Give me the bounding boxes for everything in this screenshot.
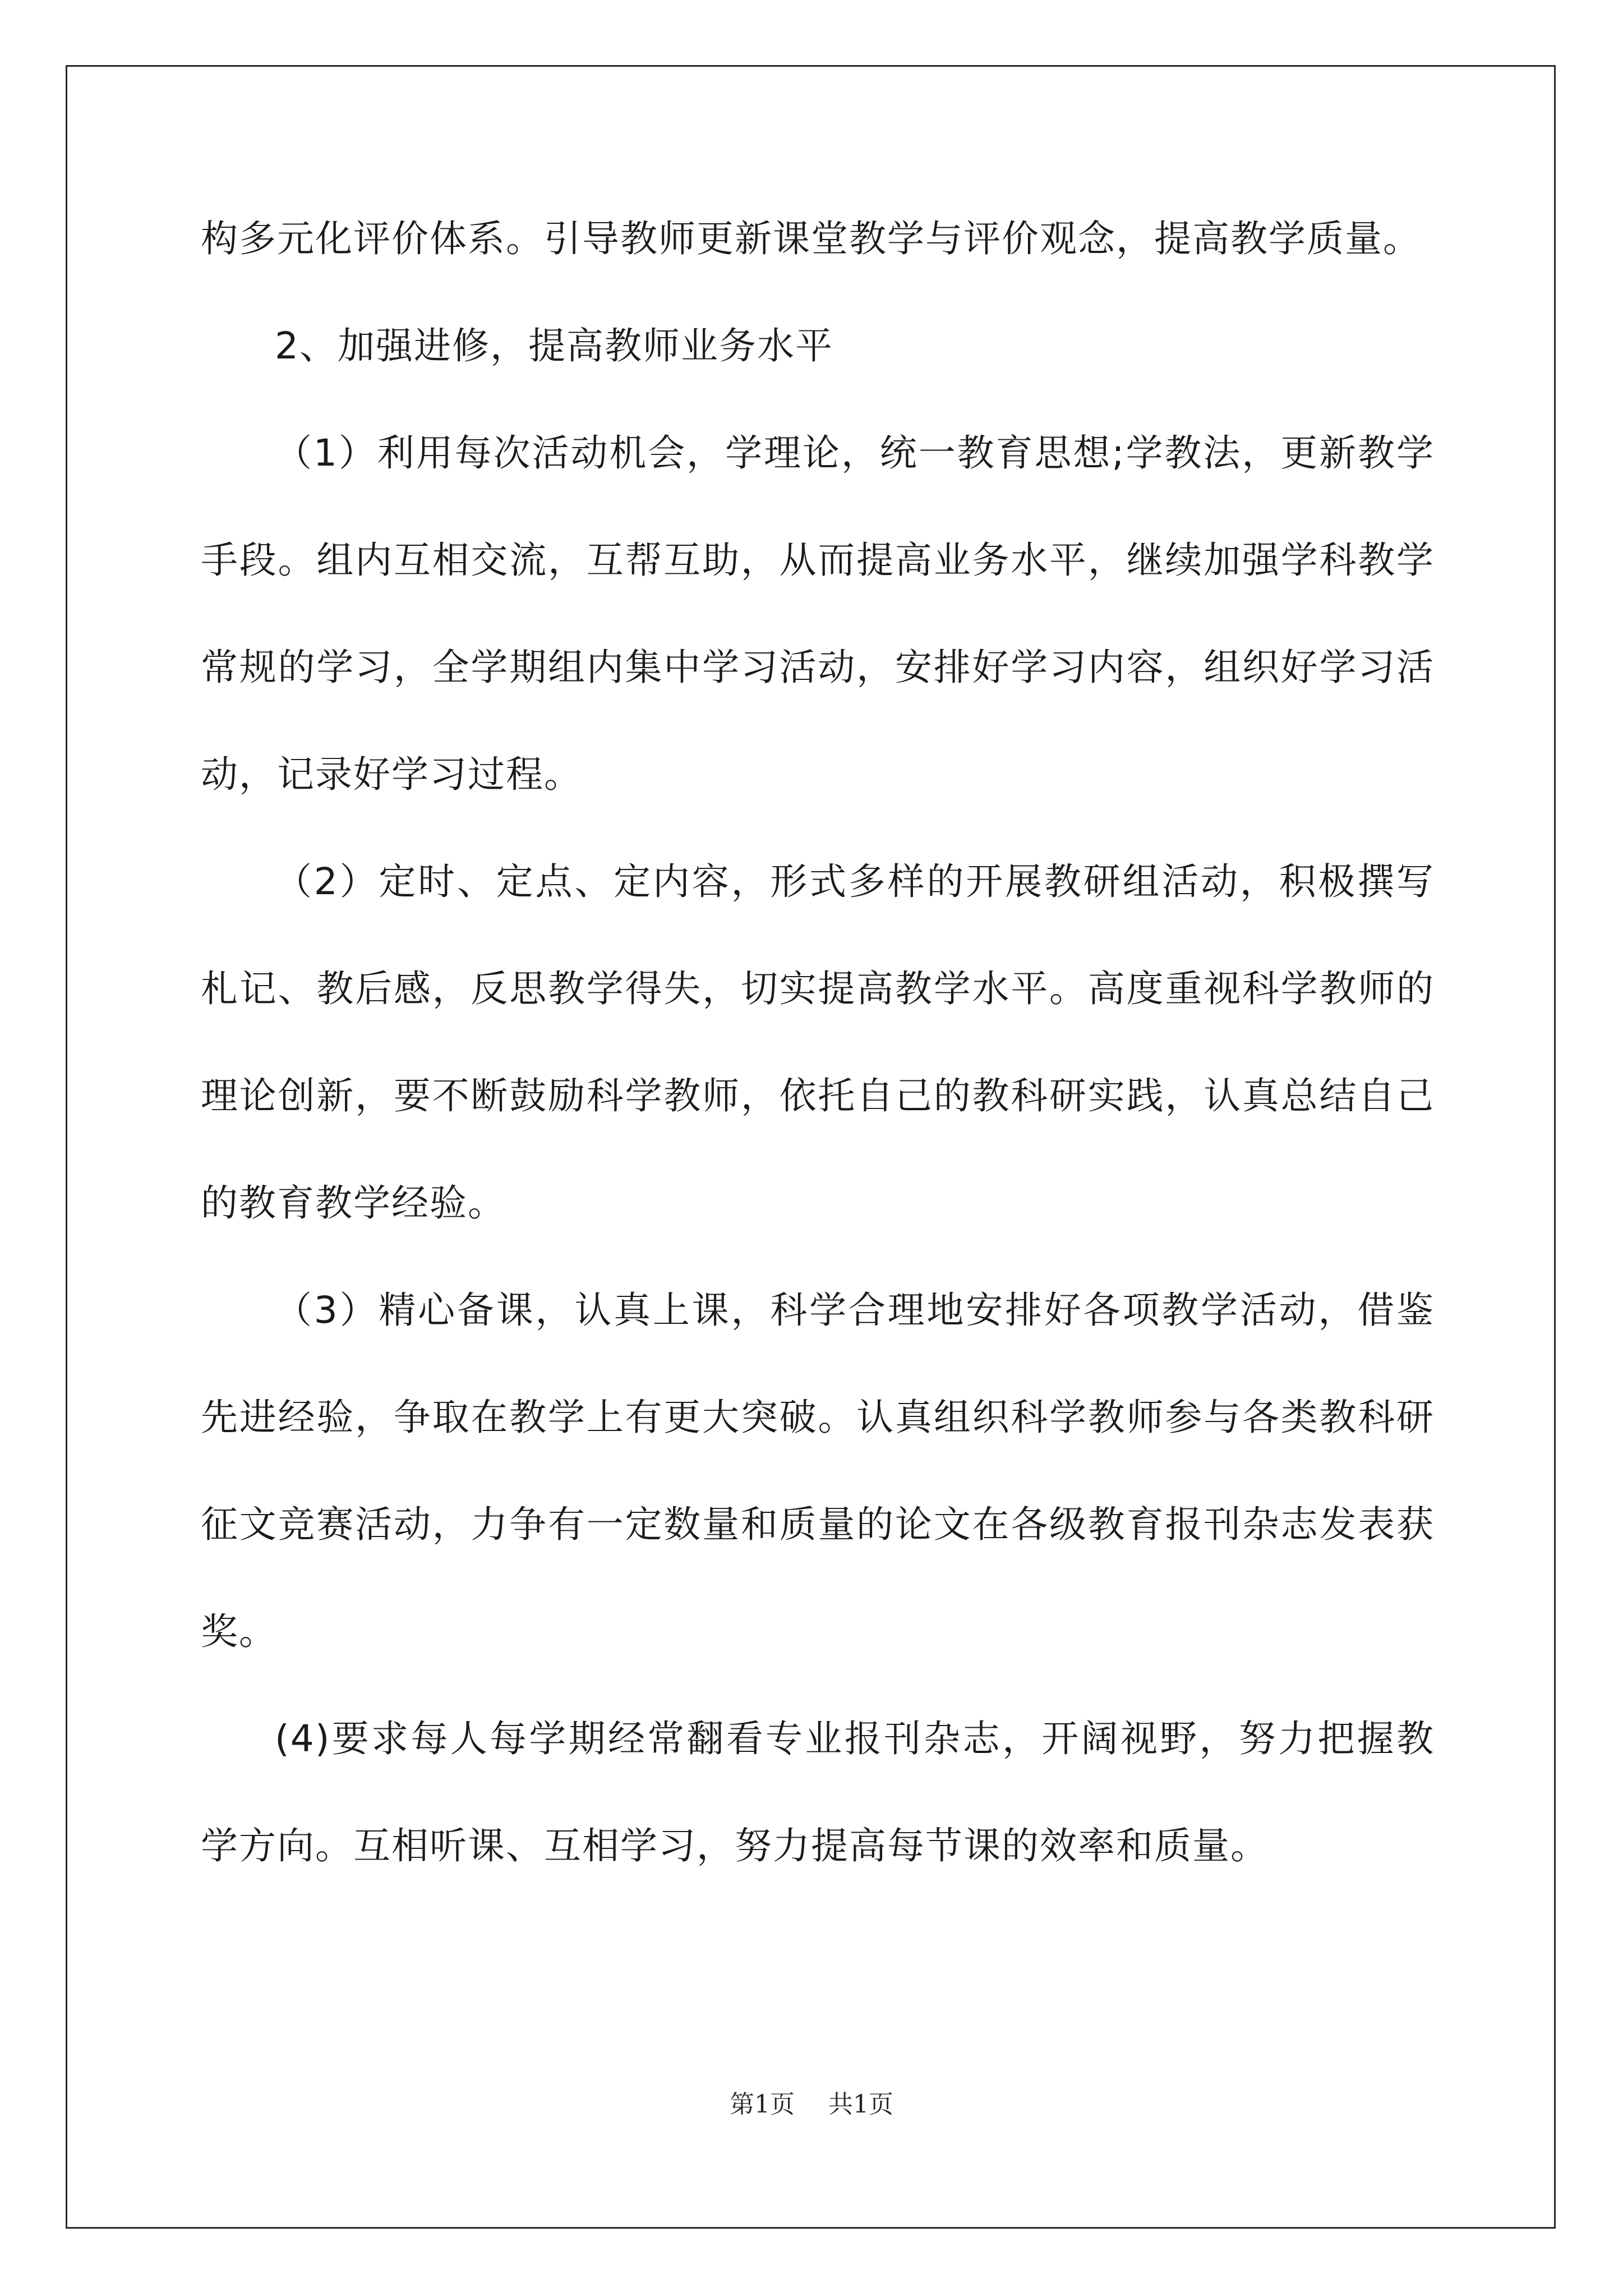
paragraph-continuation: 构多元化评价体系。引导教师更新课堂教学与评价观念，提高教学质量。 <box>201 217 1421 260</box>
paragraph-item-3: （3）精心备课，认真上课，科学合理地安排好各项教学活动，借鉴先进经验，争取在教学上有更大突破。认真组织科学教师参与各类教科研征文竞赛活动，力争有一定数量和质量的论文在各级教育报刊杂志发表获奖。 <box>201 1289 1435 1653</box>
document-body <box>201 185 1435 1899</box>
paragraph-item-4: (4)要求每人每学期经常翻看专业报刊杂志，开阔视野，努力把握教学方向。互相听课、互相学习，努力提高每节课的效率和质量。 <box>201 1717 1435 1867</box>
page-footer <box>0 2084 1623 2120</box>
paragraph-item-1: （1）利用每次活动机会，学理论，统一教育思想;学教法，更新教学手段。组内互相交流，互帮互助，从而提高业务水平，继续加强学科教学常规的学习，全学期组内集中学习活动，安排好学习内容，组织好学习活动，记录好学习过程。 <box>201 431 1435 796</box>
page-total: 共1页 <box>828 2090 893 2119</box>
paragraph-item-2: （2）定时、定点、定内容，形式多样的开展教研组活动，积极撰写札记、教后感，反思教学得失，切实提高教学水平。高度重视科学教师的理论创新，要不断鼓励科学教师，依托自己的教科研实践，认真总结自己的教育教学经验。 <box>201 860 1435 1225</box>
page-number: 第1页 <box>730 2090 795 2119</box>
section-heading: 2、加强进修，提高教师业务水平 <box>275 324 833 367</box>
